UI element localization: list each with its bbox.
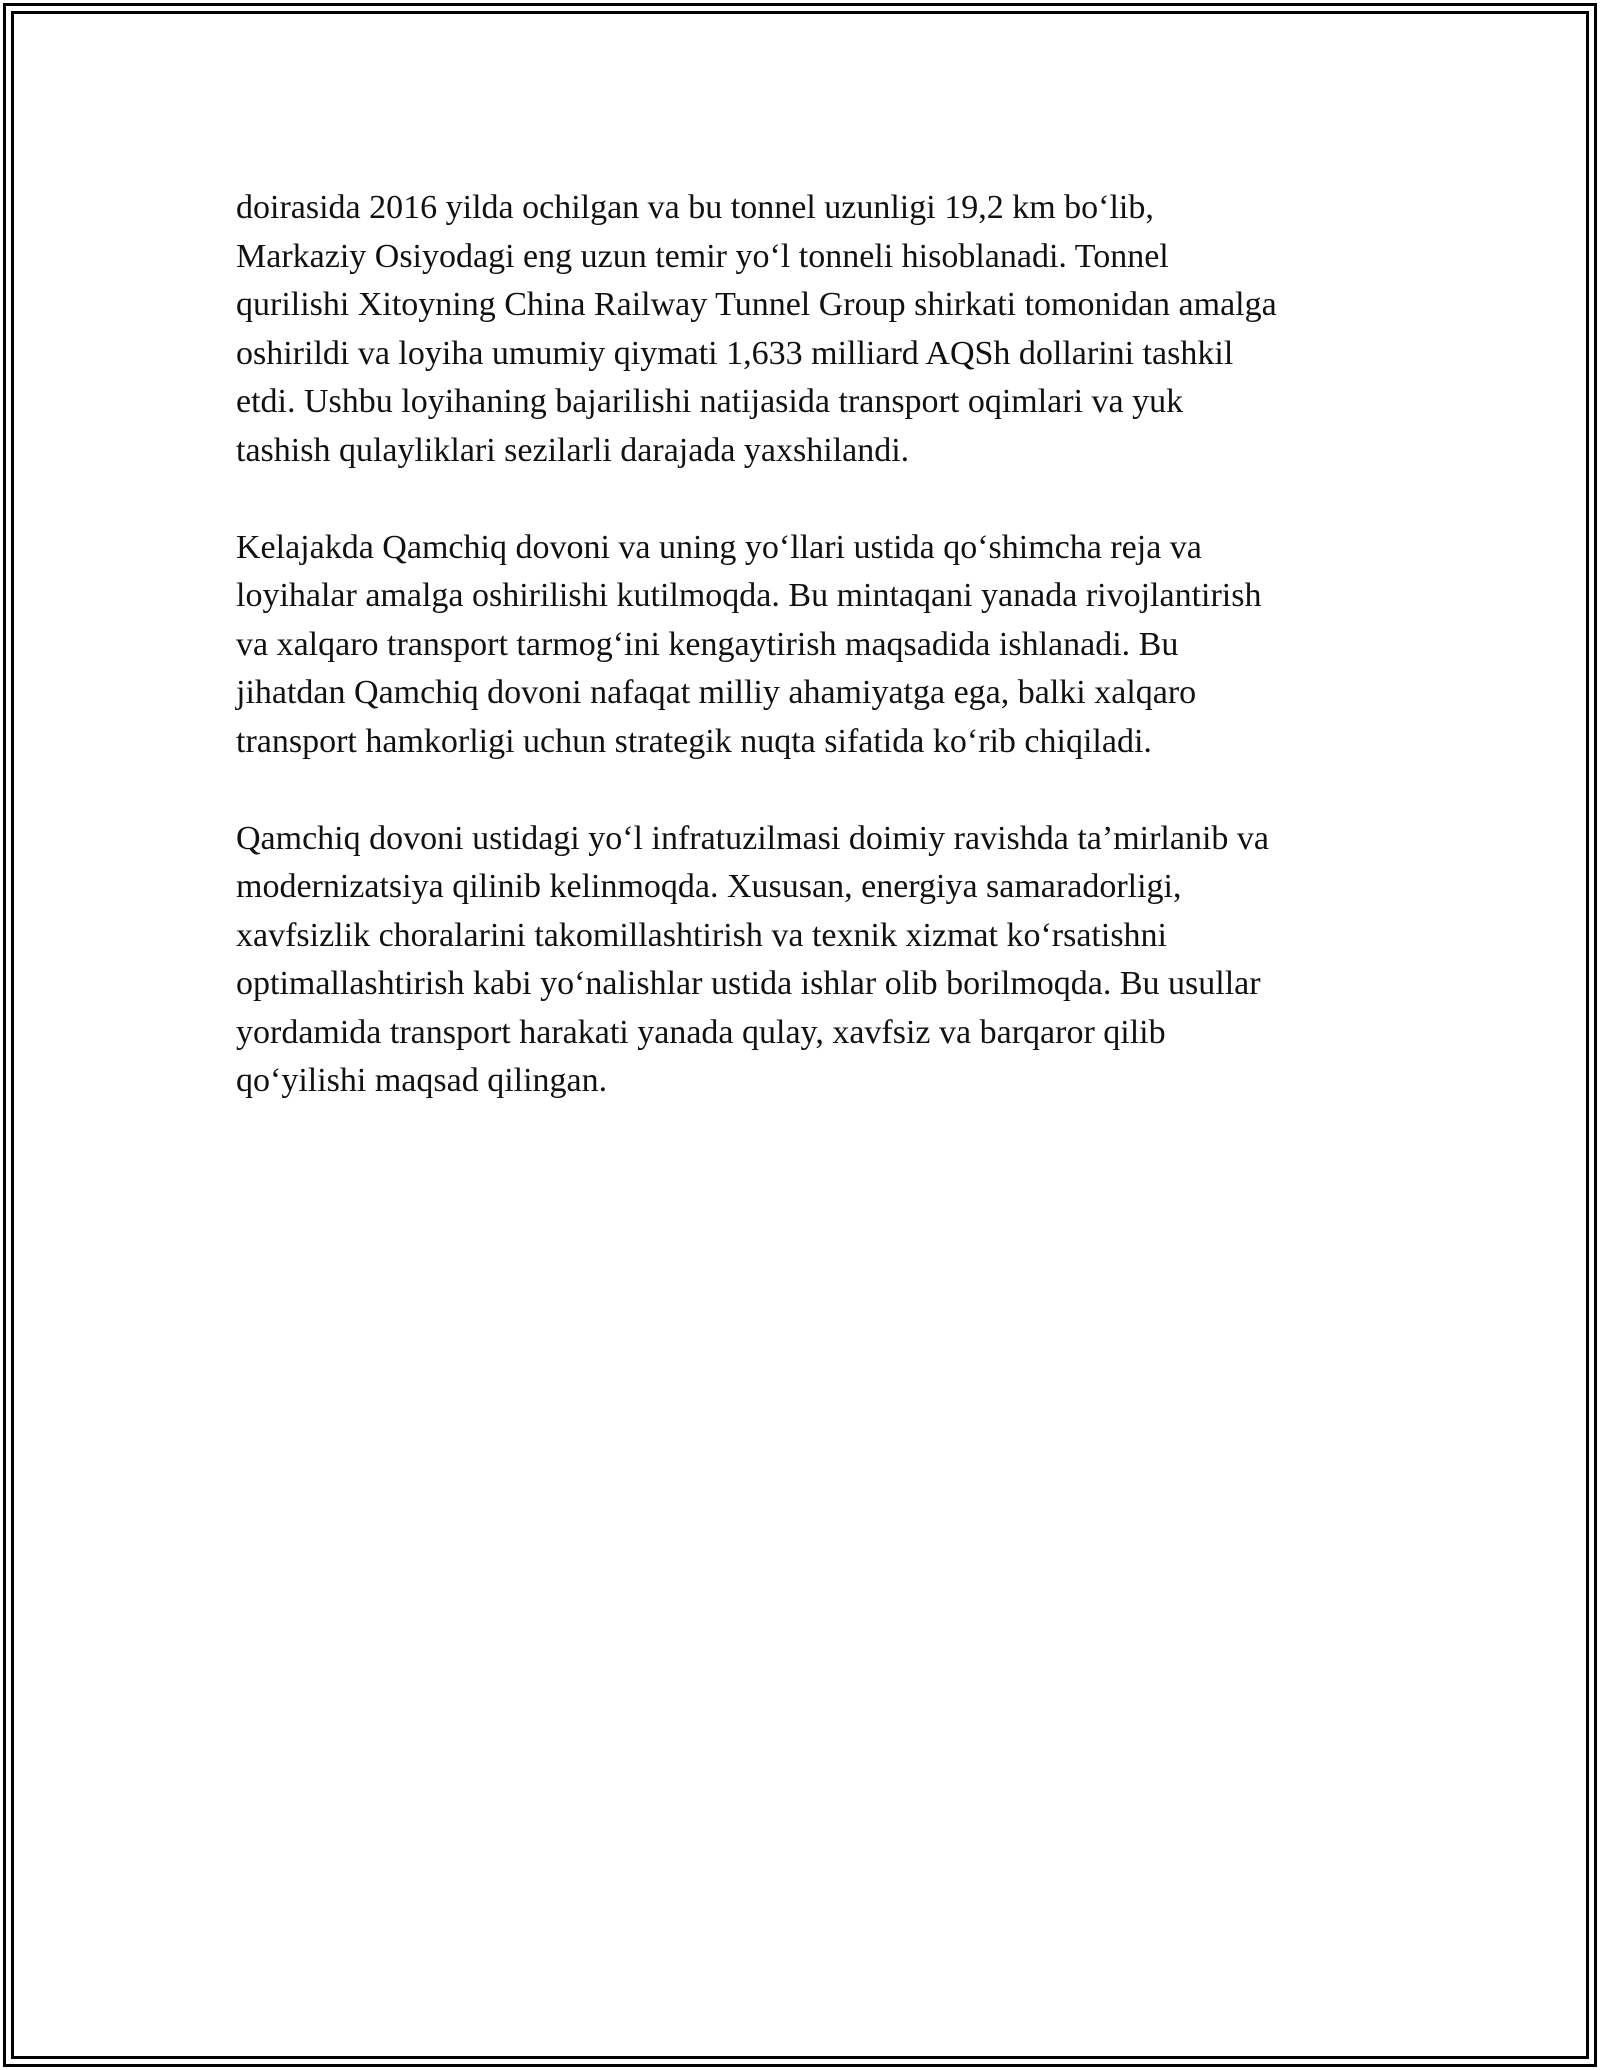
paragraph-2 xyxy=(236,524,1366,767)
paragraph-1-line-4: oshirildi va loyiha umumiy qiymati 1,633 milliard AQSh dollarini tashkil xyxy=(236,334,1234,372)
paragraph-1 xyxy=(236,184,1366,475)
paragraph-3-line-3: xavfsizlik choralarini takomillashtirish va texnik xizmat ko‘rsatishni xyxy=(236,916,1167,954)
paragraph-1-line-1: doirasida 2016 yilda ochilgan va bu tonnel uzunligi 19,2 km bo‘lib, xyxy=(236,189,1154,226)
paragraph-3 xyxy=(236,815,1366,1106)
document-body xyxy=(236,184,1366,1154)
paragraph-3-line-5: yordamida transport harakati yanada qulay, xavfsiz va barqaror qilib xyxy=(236,1013,1166,1051)
paragraph-1-line-3: qurilishi Xitoyning China Railway Tunnel Group shirkati tomonidan amalga xyxy=(236,286,1277,323)
paragraph-2-line-5: transport hamkorligi uchun strategik nuqta sifatida ko‘rib chiqiladi. xyxy=(236,722,1152,760)
paragraph-1-line-5: etdi. Ushbu loyihaning bajarilishi natijasida transport oqimlari va yuk xyxy=(236,383,1184,420)
paragraph-3-line-4: optimallashtirish kabi yo‘nalishlar ustida ishlar olib borilmoqda. Bu usullar xyxy=(236,965,1261,1002)
paragraph-2-line-3: va xalqaro transport tarmog‘ini kengaytirish maqsadida ishlanadi. Bu xyxy=(236,625,1179,663)
paragraph-1-line-6: tashish qulayliklari sezilarli darajada yaxshilandi. xyxy=(236,431,910,469)
paragraph-3-line-1: Qamchiq dovoni ustidagi yo‘l infratuzilmasi doimiy ravishda ta’mirlanib va xyxy=(236,819,1269,857)
paragraph-2-line-4: jihatdan Qamchiq dovoni nafaqat milliy ahamiyatga ega, balki xalqaro xyxy=(236,674,1197,711)
paragraph-3-line-2: modernizatsiya qilinib kelinmoqda. Xususan, energiya samaradorligi, xyxy=(236,868,1182,905)
paragraph-2-line-1: Kelajakda Qamchiq dovoni va uning yo‘llari ustida qo‘shimcha reja va xyxy=(236,528,1202,566)
paragraph-1-line-2: Markaziy Osiyodagi eng uzun temir yo‘l tonneli hisoblanadi. Tonnel xyxy=(236,237,1169,275)
paragraph-2-line-2: loyihalar amalga oshirilishi kutilmoqda. Bu mintaqani yanada rivojlantirish xyxy=(236,577,1262,614)
paragraph-3-line-6: qo‘yilishi maqsad qilingan. xyxy=(236,1062,608,1099)
